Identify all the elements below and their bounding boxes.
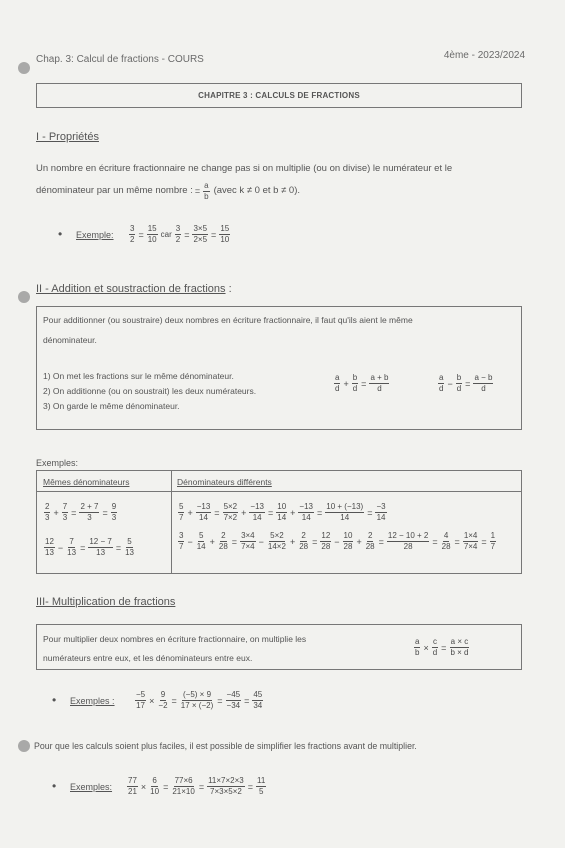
simplification-example: $\frac{77}{21}$ × $\frac{6}{10}$ = $\frac{77\times 6}{21\times 10}$ = $\frac{11\times 7\times 2\times 3}{7\times 3\times 5\times 2}$ = $\frac{11}{5}$ [128, 776, 266, 796]
column-header-different-denominators: Dénominateurs différents [177, 477, 272, 487]
equals-sign: = [465, 378, 471, 389]
denominator: d [456, 384, 462, 393]
fraction [438, 373, 444, 394]
fraction [414, 637, 420, 658]
course-header: Chap. 3: Calcul de fractions - COURS [36, 54, 204, 65]
rule-step-1: 1) On met les fractions sur le même dénominateur. [43, 371, 234, 381]
section-3-title: III- Multiplication de fractions [36, 596, 176, 608]
example-1-formula [128, 224, 231, 245]
fraction-a-over-b [203, 181, 209, 202]
rule-line1: Pour additionner (ou soustraire) deux nombres en écriture fractionnaire, il faut qu'ils aient le même [43, 315, 413, 325]
table-column-divider [171, 471, 172, 573]
column-header-same-denominators: Mêmes dénominateurs [43, 477, 130, 487]
denominator: 10 [220, 235, 230, 244]
fraction [352, 373, 358, 394]
examples-label: Exemples: [70, 782, 113, 792]
denominator: b × d [450, 648, 469, 657]
denominator: 2 [175, 235, 181, 244]
numerator: c [432, 637, 437, 646]
bullet-icon: • [52, 693, 57, 707]
numerator: b [352, 373, 358, 382]
property-text-line2 [36, 180, 300, 202]
subtraction-formula [437, 373, 494, 394]
denominator: d [352, 384, 358, 393]
fraction [369, 373, 389, 394]
addition-rule-box [36, 306, 522, 430]
different-denominator-example-1: $\frac{5}{7}$ + $\frac{-13}{14}$ = $\frac{5\times 2}{7\times 2}$ + $\frac{-13}{14}$ = $\frac{10}{14}$ + $\frac{-13}{14}$ = $\frac{10 + (-13)}{14}$ = $\frac{-3}{14}$ [179, 502, 386, 522]
numerator: a [439, 373, 444, 382]
numerator: b [456, 373, 462, 382]
numerator: a [335, 373, 340, 382]
equals-sign: = [211, 229, 217, 240]
chapter-title: CHAPITRE 3 : CALCULS DE FRACTIONS [36, 83, 522, 108]
numerator: 3 [175, 224, 181, 233]
equals-sign: = [138, 229, 144, 240]
multiplication-example: $\frac{-5}{17}$ × $\frac{9}{-2}$ = $\frac{(-5) \times 9}{17 \times (-2)}$ = $\frac{-45}{-34}$ = $\frac{45}{34}$ [136, 690, 263, 710]
condition-text: (avec k ≠ 0 et b ≠ 0). [213, 185, 301, 196]
section-2-title: II - Addition et soustraction de fractions [36, 283, 226, 295]
rule-step-2: 2) On additionne (ou on soustrait) les deux numérateurs. [43, 386, 257, 396]
examples-label: Exemples: [36, 458, 79, 468]
numerator: a [204, 180, 209, 190]
section-2-heading [36, 279, 232, 297]
fraction [456, 373, 462, 394]
table-divider [37, 491, 521, 492]
punch-hole-icon [18, 291, 30, 303]
fraction [175, 224, 181, 245]
denominator: d [377, 384, 382, 393]
denominator: b [415, 648, 420, 657]
denominator: d [481, 384, 486, 393]
property-text-line1: Un nombre en écriture fractionnaire ne change pas si on multiplie (ou on divise) le numérateur et le [36, 163, 453, 174]
rule-step-3: 3) On garde le même dénominateur. [43, 401, 180, 411]
fraction [192, 224, 208, 245]
fraction [432, 637, 438, 658]
numerator: a [415, 637, 420, 646]
numerator: 15 [147, 224, 157, 233]
equals-sign: = [361, 378, 367, 389]
same-denominator-addition-example: $\frac{2}{3}$ + $\frac{7}{3}$ = $\frac{2 + 7}{3}$ = $\frac{9}{3}$ [45, 502, 117, 522]
equals-sign: = [194, 186, 201, 196]
denominator: 10 [147, 235, 157, 244]
denominator: d [432, 648, 438, 657]
bullet-icon: • [58, 227, 63, 241]
punch-hole-icon [18, 740, 30, 752]
rule-line2: dénominateur. [43, 335, 97, 345]
different-denominator-example-2: $\frac{3}{7}$ − $\frac{5}{14}$ + $\frac{2}{28}$ = $\frac{3\times 4}{7\times 4}$ − $\frac{5\times 2}{14\times 2}$ + $\frac{2}{28}$ = $\frac{12}{28}$ − $\frac{10}{28}$ + $\frac{2}{28}$ = $\frac{12 - 10 + 2}{28}$ = $\frac{4}{28}$ = $\frac{1\times 4}{7\times 4}$ = $\frac{1}{7}$ [179, 531, 496, 551]
addition-formula [333, 373, 390, 394]
fraction [129, 224, 135, 245]
car-word: car [160, 230, 172, 239]
title-suffix: : [225, 283, 232, 295]
multiplication-rule-box [36, 624, 522, 670]
denominator: 2×5 [193, 235, 208, 244]
examples-label: Exemples : [70, 696, 115, 706]
multiplication-formula [413, 637, 470, 658]
numerator: a − b [474, 373, 493, 382]
rule-line1: Pour multiplier deux nombres en écriture fractionnaire, on multiplie les [43, 634, 307, 644]
numerator: 3×5 [193, 224, 208, 233]
examples-table [36, 470, 522, 574]
denominator: d [439, 384, 444, 393]
denominator: 2 [130, 235, 135, 244]
fraction [147, 224, 158, 245]
equals-sign: = [441, 642, 447, 653]
times-sign: × [423, 642, 429, 653]
minus-sign: − [447, 378, 453, 389]
simplify-text: Pour que les calculs soient plus faciles, il est possible de simplifier les fractions avant de multiplier. [34, 741, 417, 751]
denominator: b [204, 191, 209, 201]
rule-line2: numérateurs entre eux, et les dénominateurs entre eux. [43, 653, 253, 663]
same-denominator-subtraction-example: $\frac{12}{13}$ − $\frac{7}{13}$ = $\frac{12 - 7}{13}$ = $\frac{5}{13}$ [45, 537, 134, 557]
fraction [473, 373, 493, 394]
section-1-title: I - Propriétés [36, 131, 99, 143]
numerator: a + b [370, 373, 389, 382]
equals-sign: = [184, 229, 190, 240]
fraction [219, 224, 230, 245]
fraction [449, 637, 469, 658]
punch-hole-icon [18, 62, 30, 74]
numerator: a × c [450, 637, 469, 646]
plus-sign: + [343, 378, 349, 389]
property-text: dénominateur par un même nombre : [36, 185, 193, 196]
bullet-icon: • [52, 779, 57, 793]
numerator: 15 [220, 224, 230, 233]
denominator: d [335, 384, 340, 393]
numerator: 3 [130, 224, 135, 233]
school-year: 4ème - 2023/2024 [443, 50, 525, 61]
fraction [334, 373, 340, 394]
example-label: Exemple: [76, 230, 114, 240]
